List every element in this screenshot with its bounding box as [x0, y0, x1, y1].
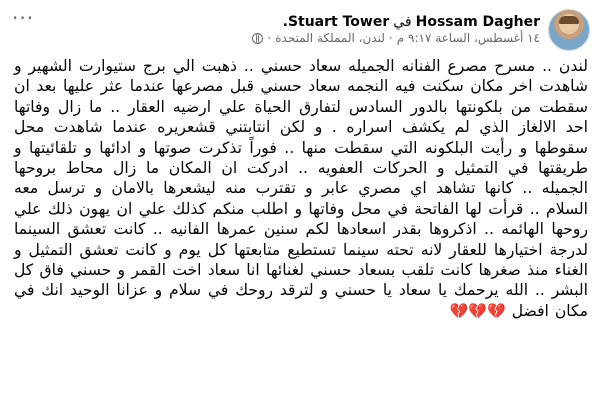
post-header-text — [252, 14, 540, 47]
post-timestamp[interactable]: ١٤ أغسطس، الساعة ٩:١٧ م — [396, 31, 540, 46]
broken-heart-icon: 💔💔💔 — [449, 301, 506, 320]
post-place: لندن، المملكة المتحدة — [275, 31, 385, 46]
author-avatar[interactable] — [548, 9, 590, 51]
globe-icon — [252, 33, 263, 44]
more-options-button[interactable] — [12, 6, 34, 30]
meta-separator: · — [267, 31, 272, 46]
post-header — [10, 6, 590, 54]
post-title-line — [252, 14, 540, 32]
author-name[interactable]: Hossam Dagher — [415, 13, 540, 30]
meta-separator: · — [388, 31, 393, 46]
post-body-text: لندن .. مسرح مصرع الفنانه الجميله سعاد حسني .. ذهبت الي برج ستيوارت الشهير و شاهدت اخر مكان سكنت فيه النجمه سعاد حسني قبل مصرعها عندما عثر عليها بعد ان سقطت من بلكونتها بالدور السادس لتفارق الحياة علي ارضيه العقار .. ما زال وفاتها احد الالغاز الذي لم يكشف اسراره . و لكن انتابتني قشعريره عندما شاهدت محل سقوطها و رأيت البلكونه التي سقطت منها .. فوراً تذكرت صوتها و ادائها و تلقائيتها و طريقتها في التمثيل و الحركات العفويه .. ادركت ان المكان ما زال محاط بروحها الجميله .. كانها تشاهد اي مصري عابر و تقترب منه ليشعرها بالامان و ترسل معه السلام .. قرأت لها الفاتحة في محل وفاتها و اطلب منكم كذلك علي ان يهون ذلك علي روحها الهائمه .. اذكروها بقدر اسعادها لكم سنين عمرها الفانيه .. كانت تعشق السينما لدرجة اختيارها للعقار لانه تحته سينما تستطيع متابعتها كل يوم و كانت تعشق التمثيل و الغناء منذ صغرها كانت تلقب بسعاد حسني لغنائها انا سعاد اخت القمر و حسني فاق كل البشر .. الله يرحمك يا سعاد يا حسني و لترقد روحك في سلام و عزانا الوحيد انك في مكان افضل — [14, 57, 588, 320]
location-connector: في — [393, 13, 412, 30]
location-link[interactable]: Stuart Tower. — [282, 13, 390, 30]
post-meta — [252, 31, 540, 46]
ellipsis-icon: ··· — [12, 6, 35, 30]
post-body — [14, 56, 588, 321]
